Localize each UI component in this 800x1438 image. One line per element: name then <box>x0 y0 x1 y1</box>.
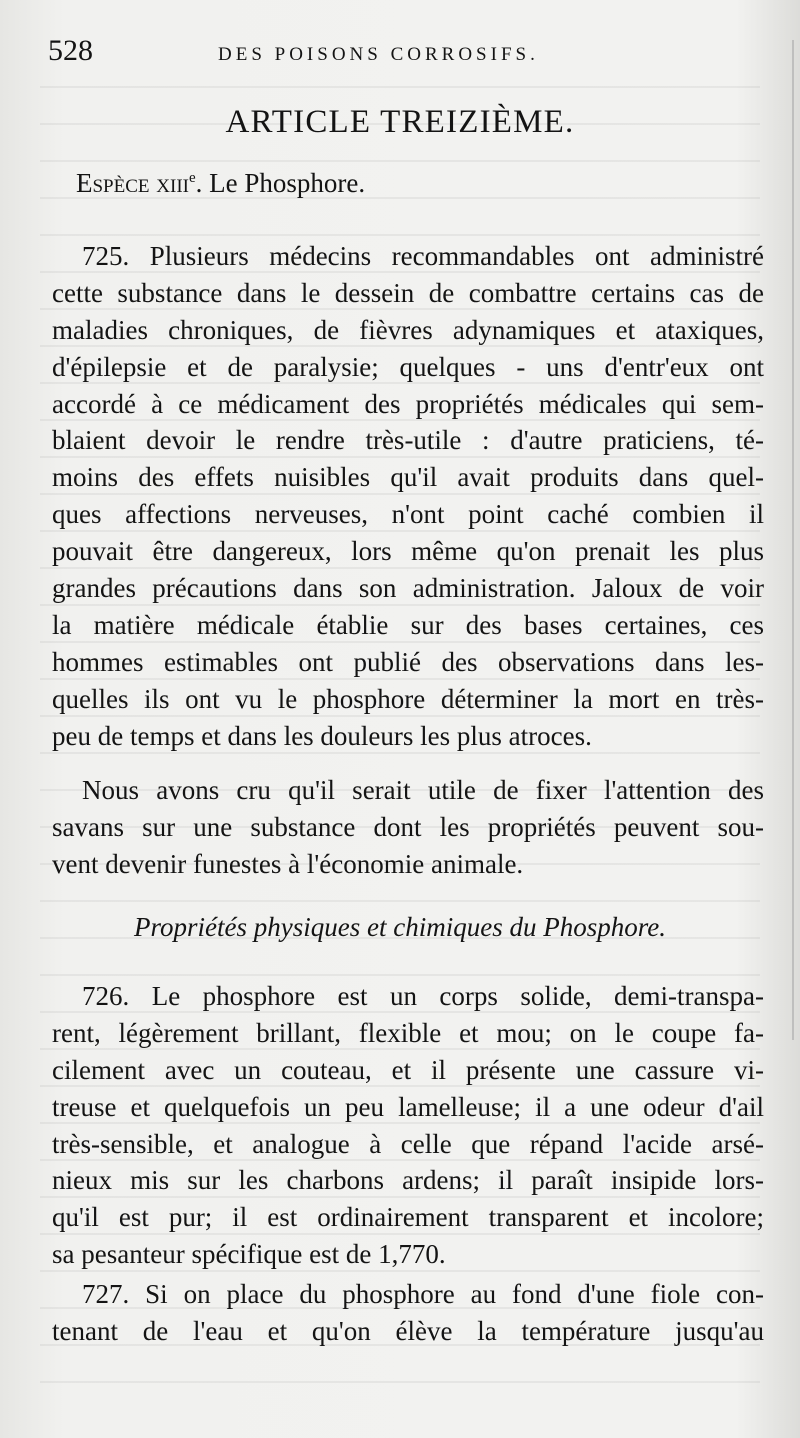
page-header <box>48 34 768 74</box>
paragraph-726 <box>52 978 764 1273</box>
text-line: grandes précautions dans son administration. Jaloux de voir <box>52 573 764 604</box>
text-line: la matière médicale établie sur des bases certaines, ces <box>52 609 764 640</box>
text-line: 727. Si on place du phosphore au fond d'une fiole con- <box>82 1279 764 1309</box>
text-line: rent, légèrement brillant, flexible et mou; on le coupe fa- <box>52 1017 764 1048</box>
text-line: quelles ils ont vu le phosphore déterminer la mort en très- <box>52 683 764 714</box>
page-edge-shadow <box>792 40 794 1040</box>
text-line: 725. Plusieurs médecins recommandables ont administré <box>82 241 764 271</box>
text-line: cilement avec un couteau, et il présente une cassure vi- <box>52 1054 764 1085</box>
section-title: Propriétés physiques et chimiques du Phosphore. <box>134 912 666 942</box>
running-head: DES POISONS CORROSIFS. <box>218 44 539 65</box>
text-line: maladies chroniques, de fièvres adynamiques et ataxiques, <box>52 314 764 345</box>
species-lead: Espèce <box>76 168 150 198</box>
species-numeral: xiii <box>156 168 189 198</box>
text-line: nieux mis sur les charbons ardens; il paraît insipide lors- <box>52 1165 764 1196</box>
text-line: sa pesanteur spécifique est de 1,770. <box>52 1239 446 1270</box>
paragraph-727 <box>52 1276 764 1350</box>
text-line: savans sur une substance dont les propriétés peuvent sou- <box>52 811 764 842</box>
text-line: pouvait être dangereux, lors même qu'on prenait les plus <box>52 536 764 567</box>
species-name: . Le Phosphore. <box>195 168 366 198</box>
text-line: accordé à ce médicament des propriétés médicales qui sem- <box>52 388 764 419</box>
text-line: qu'il est pur; il est ordinairement transparent et incolore; <box>52 1202 764 1233</box>
paragraph-attention <box>52 772 764 883</box>
species-heading <box>76 168 365 199</box>
text-line: cette substance dans le dessein de combattre certains cas de <box>52 277 764 308</box>
text-line: Nous avons cru qu'il serait utile de fixer l'attention des <box>82 775 764 805</box>
text-line: treuse et quelquefois un peu lamelleuse; il a une odeur d'ail <box>52 1091 764 1122</box>
text-line: hommes estimables ont publié des observations dans les- <box>52 646 764 677</box>
text-line: tenant de l'eau et qu'on élève la température jusqu'au <box>52 1315 764 1346</box>
text-line: vent devenir funestes à l'économie animale. <box>52 848 524 879</box>
text-line: ques affections nerveuses, n'ont point caché combien il <box>52 499 764 530</box>
page-number: 528 <box>48 34 93 67</box>
text-line: moins des effets nuisibles qu'il avait produits dans quel- <box>52 462 764 493</box>
text-line: blaient devoir le rendre très-utile : d'autre praticiens, té- <box>52 425 764 456</box>
article-title: ARTICLE TREIZIÈME. <box>225 104 575 140</box>
paragraph-725 <box>52 238 764 754</box>
text-line: 726. Le phosphore est un corps solide, demi-transpa- <box>82 981 764 1011</box>
text-line: peu de temps et dans les douleurs les plus atroces. <box>52 720 592 751</box>
text-line: d'épilepsie et de paralysie; quelques - uns d'entr'eux ont <box>52 351 764 382</box>
text-line: très-sensible, et analogue à celle que répand l'acide arsé- <box>52 1128 764 1159</box>
species-superscript: e <box>188 170 196 186</box>
